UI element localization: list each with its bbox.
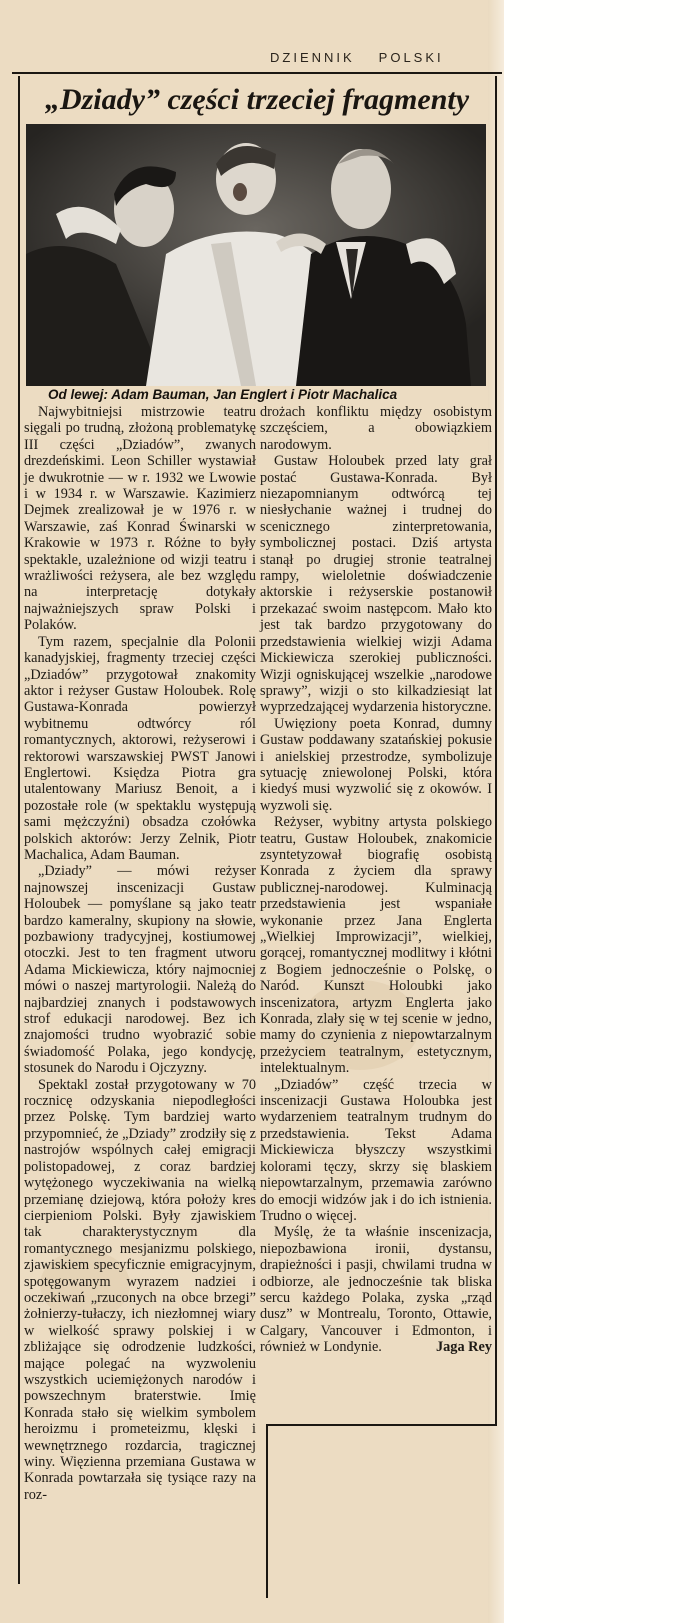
top-rule xyxy=(12,72,502,74)
right-rule xyxy=(495,76,497,1426)
article-column-right xyxy=(260,404,492,1356)
paragraph: Uwięziony poeta Konrad, dumny Gustaw poddawany szatańskiej pokusie i anielskiej przestrodze, symbolizuje sytuację zniewolonej Polski, która kiedyś musi wyzwolić się z okowów. I wyzwoli się. xyxy=(260,715,492,814)
article-photo xyxy=(26,124,486,386)
masthead xyxy=(270,50,480,65)
paragraph: Reżyser, wybitny artysta polskiego teatru, Gustaw Holoubek, znakomicie zsyntetyzował biografię osobistą Konrada z życiem dla sprawy publicznej-narodowej. Kulminacją przedstawienia jest wspaniałe wykonanie przez Jana Englerta „Wielkiej Improwizacji”, wielkiej, gorącej, romantycznej modlitwy i kłótni z Bogiem jednocześnie o Polskę, o Naród. Kunszt Holoubki jako inscenizatora, artyzm Englerta jako Konrada, zlały się w tej scenie w jedno, mamy do czynienia z niepowtarzalnym przeżyciem teatralnym, estetycznym, intelektualnym. xyxy=(260,814,492,1077)
paragraph: „Dziadów” część trzecia w inscenizacji Gustawa Holoubka jest wydarzeniem teatralnym trudnym do przedstawienia. Tekst Adama Mickiewicza błyszczy wszystkimi kolorami tęczy, skrzy się blaskiem niepowtarzalnym, przemawia zarówno do emocji widzów jak i do ich istnienia. Trudno o więcej. xyxy=(260,1076,492,1224)
paragraph: drożach konfliktu między osobistym szczęściem, a obowiązkiem narodowym. xyxy=(260,404,492,453)
paragraph: Spektakl został przygotowany w 70 rocznicę odzyskania niepodległości przez Polskę. Tym bardziej warto przypomnieć, że „Dziady” zrodziły się z nastrojów wspólnych całej emigracji polistopadowej, z coraz bardziej wytężonego wyczekiwania na wielką przemianę dziejową, która położy kres cierpieniom Polski. Były zjawiskiem tak charakterystycznym dla romantycznego mesjanizmu polskiego, zjawiskiem specyficznie emigracyjnym, spotęgowanym wyrazem nadziei i oczekiwań „rzuconych na obce brzegi” żołnierzy-tułaczy, ich niezłomnej wiary w wielkość sprawy polskiej i w zbliżające się odrodzenie ludzkości, mające polegać na wyzwoleniu wszystkich uciemiężonych narodów i powszechnym braterstwie. Imię Konrada stało się wielkim symbolem heroizmu i prometeizmu, klęski i wewnętrznego rozdarcia, tragicznej winy. Więzienna przemiana Gustawa w Konrada powtarzała się tysiące razy na roz- xyxy=(24,1076,256,1503)
paragraph-final-text: Myślę, że ta właśnie inscenizacja, niepozbawiona ironii, dystansu, drapieżności i pasji, chwilami trudna w odbiorze, ale jednocześnie tak bliska sercu każdego Polaka, zyska „rząd dusz” w Montrealu, Toronto, Ottawie, Calgary, Vancouver i Edmonton, i również w Londynie. xyxy=(260,1224,492,1356)
paragraph-final xyxy=(260,1224,492,1355)
article-column-left xyxy=(24,404,256,1503)
paragraph: Najwybitniejsi mistrzowie teatru sięgali po trudną, złożoną problematykę III części „Dziadów”, zwanych drezdeńskimi. Leon Schiller wystawiał je dwukrotnie — w r. 1932 we Lwowie i w 1934 r. w Warszawie. Kazimierz Dejmek zrealizował je w 1976 r. w Warszawie, zaś Konrad Świnarski w Krakowie w 1973 r. Różne to były spektakle, uzależnione od wizji teatru i wrażliwości reżysera, ale bez względu na interpretację dotykały najważniejszych spraw Polski i Polaków. xyxy=(24,404,256,634)
masthead-word-1: DZIENNIK xyxy=(270,50,355,65)
article-headline: „Dziady” części trzeciej fragmenty xyxy=(44,83,470,116)
author-signature: Jaga Rey xyxy=(436,1339,492,1356)
paragraph: Tym razem, specjalnie dla Polonii kanadyjskiej, fragmenty trzeciej części „Dziadów” przygotował znakomity aktor i reżyser Gustaw Holoubek. Rolę Gustawa-Konrada powierzył wybitnemu odtwórcy ról romantycznych, aktorowi, reżyserowi i rektorowi warszawskiej PWST Janowi Englertowi. Księdza Piotra gra utalentowany Mariusz Benoit, a i pozostałe role (w spektaklu występują sami mężczyźni) obsadza czołówka polskich aktorów: Jerzy Zelnik, Piotr Machalica, Adam Bauman. xyxy=(24,633,256,863)
paragraph: „Dziady” — mówi reżyser najnowszej inscenizacji Gustaw Holoubek — pomyślane są jako teatr bardzo kameralny, skupiony na słowie, pozbawiony tradycyjnej, kostiumowej otoczki. Jest to ten fragment utworu Adama Mickiewicza, który najmocniej mówi o naszej martyrologii. Należą do najbardziej znanych i podstawowych strof edukacji narodowej. Bez ich znajomości trudno wyobrazić sobie świadomość Polaka, jego kondycję, stosunek do Narodu i Ojczyzny. xyxy=(24,863,256,1077)
left-rule xyxy=(18,76,20,1584)
bottom-box-rule-horizontal xyxy=(266,1424,497,1426)
bottom-box-rule-vertical xyxy=(266,1426,268,1598)
photo-illustration xyxy=(26,124,486,386)
paragraph: Gustaw Holoubek przed laty grał postać Gustawa-Konrada. Był niezapomnianym odtwórcą tej niesłychanie ważnej i trudnej do scenicznego zinterpretowania, symbolicznej postaci. Dziś artysta stanął po drugiej stronie teatralnej rampy, wieloletnie doświadczenie aktorskie i reżyserskie postanowił przekazać swoim następcom. Mało kto jest tak bardzo przygotowany do przedstawienia wielkiej wizji Adama Mickiewicza szerokiej publiczności. Wizji ogniskującej wszelkie „narodowe sprawy”, wizji o sto kilkadziesiąt lat wyprzedzającej wydarzenia historyczne. xyxy=(260,453,492,716)
photo-caption: Od lewej: Adam Bauman, Jan Englert i Piotr Machalica xyxy=(48,387,398,402)
masthead-word-2: POLSKI xyxy=(378,50,444,65)
